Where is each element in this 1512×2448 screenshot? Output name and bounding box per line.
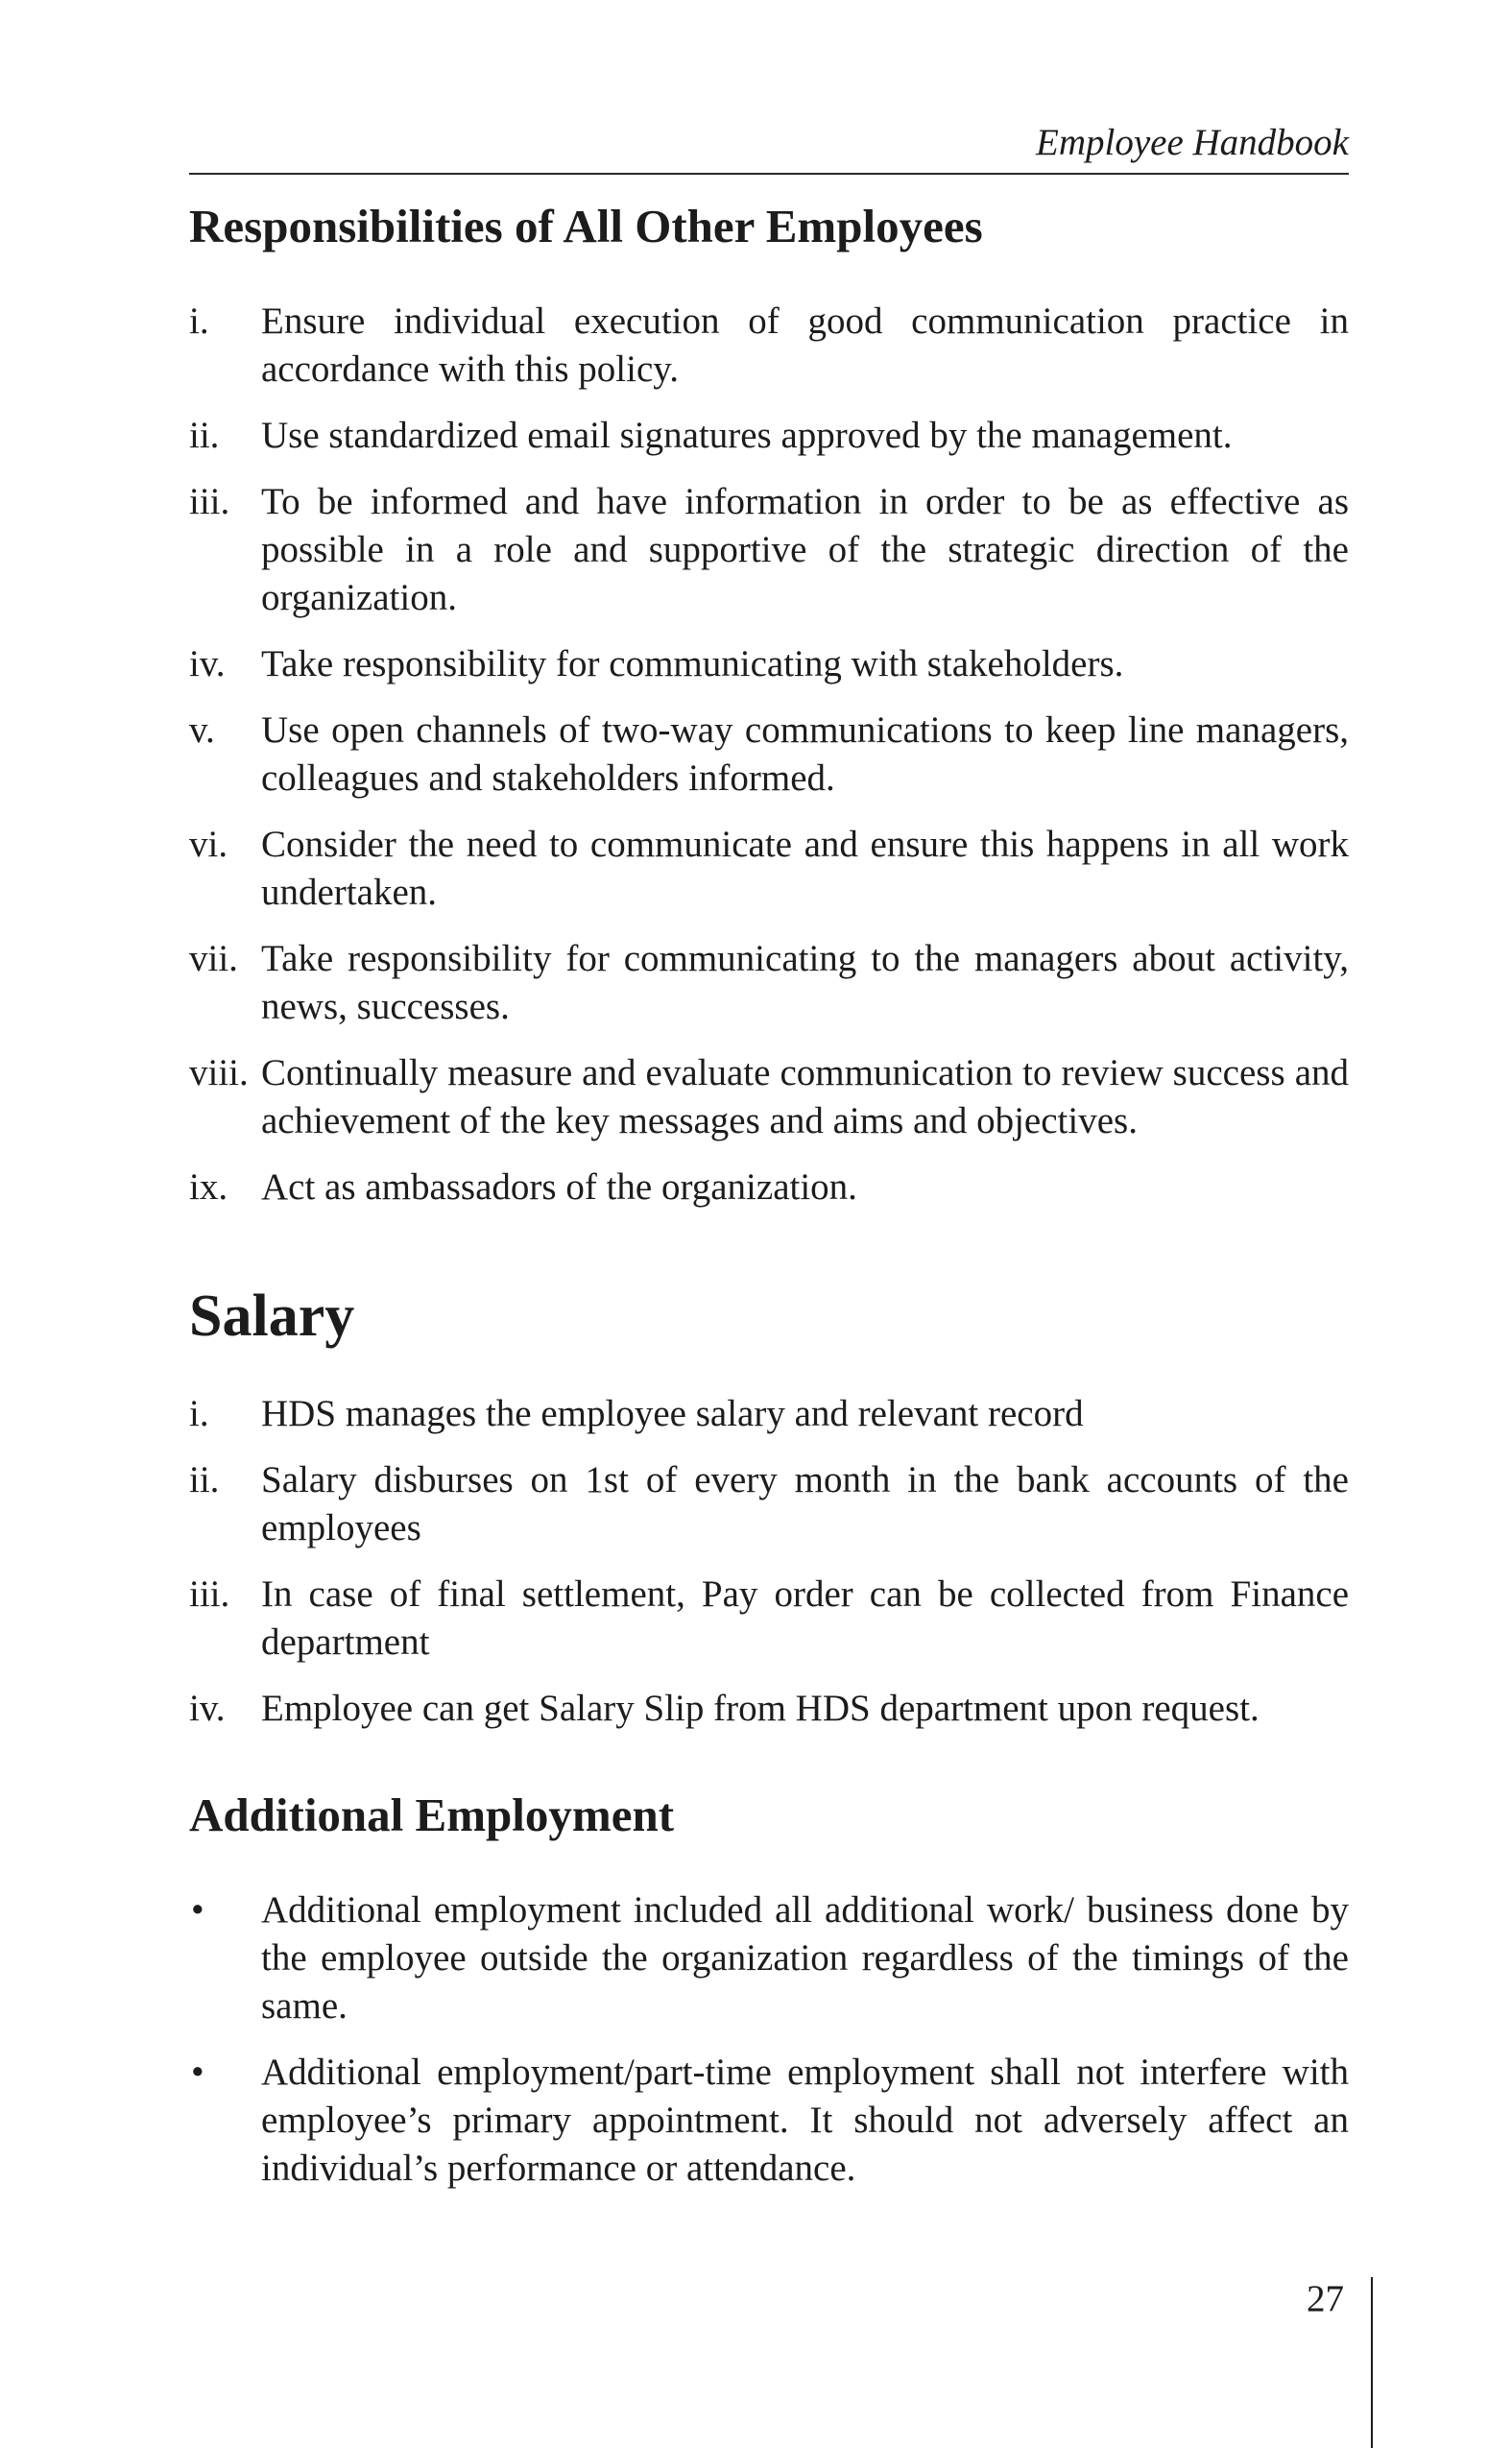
list-item <box>189 1390 1349 1438</box>
section-title-responsibilities: Responsibilities of All Other Employees <box>189 200 983 252</box>
page-content <box>189 184 1349 2211</box>
list-item-text: HDS manages the employee salary and relevant record <box>261 1393 1084 1434</box>
list-item <box>189 821 1349 917</box>
list-marker: ii. <box>189 1459 220 1500</box>
additional-employment-list <box>189 1886 1349 2193</box>
list-item <box>189 935 1349 1031</box>
list-item-text: Use open channels of two-way communications to keep line managers, colleagues and stakeholders informed. <box>261 709 1349 799</box>
list-item-text: Consider the need to communicate and ensure this happens in all work undertaken. <box>261 824 1349 913</box>
list-marker: iv. <box>189 643 226 684</box>
list-marker: iii. <box>189 1573 230 1615</box>
list-item-text: Take responsibility for communicating with stakeholders. <box>261 643 1124 684</box>
list-item-text: To be informed and have information in order to be as effective as possible in a role and supportive of the strategic direction of the organization. <box>261 481 1349 618</box>
list-item-text: Salary disburses on 1st of every month in the bank accounts of the employees <box>261 1459 1349 1548</box>
list-item <box>189 1456 1349 1552</box>
section-title-salary: Salary <box>189 1284 355 1349</box>
list-item <box>189 412 1349 460</box>
list-marker: viii. <box>189 1052 249 1093</box>
list-marker: ii. <box>189 415 220 456</box>
bullet-marker: • <box>191 1889 204 1931</box>
list-marker: v. <box>189 709 215 751</box>
list-item-text: Use standardized email signatures approved by the management. <box>261 415 1233 456</box>
running-header-title: Employee Handbook <box>1036 122 1349 163</box>
list-item <box>189 298 1349 394</box>
page-edge-rule <box>1371 2277 1373 2448</box>
list-item-text: Take responsibility for communicating to the managers about activity, news, successes. <box>261 938 1349 1027</box>
list-item <box>189 707 1349 803</box>
list-item-text: Additional employment included all additional work/ business done by the employee outside the organization regardless of the timings of the same. <box>261 1889 1349 2027</box>
list-marker: ix. <box>189 1166 228 1208</box>
list-item <box>189 640 1349 688</box>
list-marker: vi. <box>189 824 228 865</box>
list-marker: i. <box>189 300 209 342</box>
list-marker: iii. <box>189 481 230 522</box>
list-item <box>189 2049 1349 2193</box>
list-item-text: Additional employment/part-time employment shall not interfere with employee’s primary appointment. It should not adversely affect an individual’s performance or attendance. <box>261 2052 1349 2189</box>
list-item-text: Continually measure and evaluate communication to review success and achievement of the key messages and aims and objectives. <box>261 1052 1349 1141</box>
list-marker: iv. <box>189 1688 226 1729</box>
list-item <box>189 1571 1349 1667</box>
list-item <box>189 1886 1349 2030</box>
list-item-text: Ensure individual execution of good communication practice in accordance with this policy. <box>261 300 1349 390</box>
page-number: 27 <box>1307 2278 1344 2319</box>
list-item-text: Employee can get Salary Slip from HDS department upon request. <box>261 1688 1260 1729</box>
section-title-additional-employment: Additional Employment <box>189 1788 675 1841</box>
bullet-marker: • <box>191 2052 204 2093</box>
list-item <box>189 1049 1349 1145</box>
list-item-text: In case of final settlement, Pay order can be collected from Finance department <box>261 1573 1349 1663</box>
list-item <box>189 1164 1349 1212</box>
salary-list <box>189 1390 1349 1733</box>
list-item <box>189 1685 1349 1733</box>
running-header <box>189 113 1349 175</box>
list-marker: vii. <box>189 938 238 979</box>
list-item <box>189 478 1349 622</box>
list-item-text: Act as ambassadors of the organization. <box>261 1166 857 1208</box>
responsibilities-list <box>189 298 1349 1212</box>
list-marker: i. <box>189 1393 209 1434</box>
